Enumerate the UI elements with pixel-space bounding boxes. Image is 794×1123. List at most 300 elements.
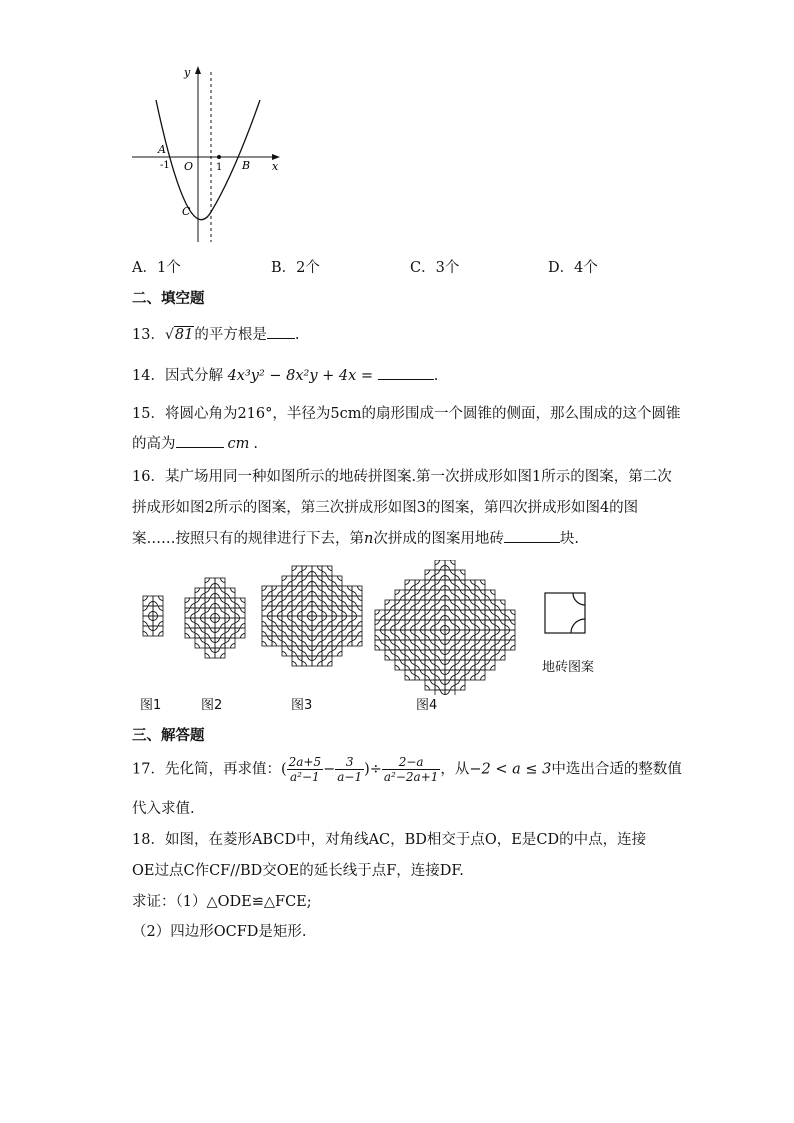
choice-d: D．4个 [548, 260, 598, 276]
tile [262, 606, 272, 616]
tile [375, 640, 385, 650]
tile [332, 606, 342, 616]
question-16-line-3 [132, 527, 579, 548]
tile [435, 650, 445, 660]
tile [342, 606, 352, 616]
tile [445, 580, 455, 590]
tile [312, 656, 322, 666]
q17-f2-numerator: 3 [335, 755, 364, 770]
q15-end: . [253, 436, 258, 452]
tile [445, 680, 455, 690]
tile [235, 628, 245, 638]
tile [405, 620, 415, 630]
q14-number: 14．因式分解 [132, 368, 223, 384]
tile [425, 570, 435, 580]
question-18-line-4: （2）四边形OCFD是矩形. [132, 924, 307, 940]
tile [435, 570, 445, 580]
tile [312, 636, 322, 646]
tile [302, 626, 312, 636]
tile-pattern-label: 地砖图案 [542, 660, 595, 675]
question-18-line-1: 18．如图，在菱形ABCD中，对角线AC，BD相交于点O，E是CD的中点，连接 [132, 832, 647, 848]
tile [322, 576, 332, 586]
tile [465, 660, 475, 670]
tile [395, 650, 405, 660]
tile [395, 590, 405, 600]
tile [375, 620, 385, 630]
tile [425, 580, 435, 590]
tile [435, 610, 445, 620]
tile [455, 600, 465, 610]
sqrt-symbol: √ [164, 327, 174, 343]
tile [195, 628, 205, 638]
tile [235, 608, 245, 618]
tile [505, 640, 515, 650]
tile [475, 660, 485, 670]
tile [235, 618, 245, 628]
tile [302, 566, 312, 576]
tile [495, 620, 505, 630]
tile [405, 610, 415, 620]
tile [302, 596, 312, 606]
tile [143, 596, 153, 606]
tile [322, 586, 332, 596]
tile [322, 626, 332, 636]
tile [405, 580, 415, 590]
tile [215, 638, 225, 648]
q14-end: . [433, 368, 439, 384]
tile [262, 596, 272, 606]
tile [282, 636, 292, 646]
tile [485, 630, 495, 640]
tile [445, 600, 455, 610]
tile [195, 598, 205, 608]
tile [465, 610, 475, 620]
tile [292, 586, 302, 596]
q15-blank [176, 433, 224, 448]
tile [282, 616, 292, 626]
q16-blank [504, 528, 560, 543]
tile [475, 600, 485, 610]
tile [435, 670, 445, 680]
tile [322, 636, 332, 646]
tile [455, 670, 465, 680]
choice-b: B．2个 [271, 260, 320, 276]
tile [272, 596, 282, 606]
tile [445, 650, 455, 660]
tile [425, 680, 435, 690]
figure-4-caption: 图4 [416, 698, 438, 713]
tile [312, 626, 322, 636]
tile [445, 560, 455, 570]
q16-text-b: 次拼成的图案用地砖 [373, 531, 504, 547]
point-c-label: C [182, 205, 191, 218]
tile [435, 680, 445, 690]
question-15-line-1: 15．将圆心角为216°，半径为5cm的扇形围成一个圆锥的侧面，那么围成的这个圆锥 [132, 406, 681, 422]
tile [312, 596, 322, 606]
tile [385, 600, 395, 610]
tile [312, 586, 322, 596]
tile [332, 586, 342, 596]
q14-expression: 4x³y² − 8x²y + 4x = [227, 368, 374, 384]
tile [195, 588, 205, 598]
tile [415, 600, 425, 610]
q17-f2-denominator: a−1 [337, 770, 363, 784]
tile [302, 576, 312, 586]
tile [425, 640, 435, 650]
tile [425, 620, 435, 630]
tile [485, 650, 495, 660]
tile [415, 650, 425, 660]
tile [465, 640, 475, 650]
tile [395, 610, 405, 620]
tile [435, 630, 445, 640]
tile [292, 646, 302, 656]
tile [195, 638, 205, 648]
tile [352, 616, 362, 626]
tile [385, 640, 395, 650]
tile [292, 656, 302, 666]
tile [322, 596, 332, 606]
tile [225, 598, 235, 608]
tile [405, 650, 415, 660]
tile [292, 596, 302, 606]
tile [445, 660, 455, 670]
q13-end: . [294, 327, 300, 343]
tile [235, 598, 245, 608]
tile [435, 660, 445, 670]
tile [495, 610, 505, 620]
tile [215, 608, 225, 618]
tile [415, 620, 425, 630]
tile [225, 608, 235, 618]
tile [445, 610, 455, 620]
tile [425, 670, 435, 680]
figure-1-caption: 图1 [140, 698, 162, 713]
tile [485, 640, 495, 650]
tile [262, 616, 272, 626]
tile [205, 578, 215, 588]
tile [312, 606, 322, 616]
tile [405, 630, 415, 640]
tile [342, 626, 352, 636]
tile [425, 630, 435, 640]
tile [475, 670, 485, 680]
tile [475, 630, 485, 640]
tile [322, 606, 332, 616]
tile [495, 600, 505, 610]
tile [322, 656, 332, 666]
tile [292, 566, 302, 576]
tile [225, 588, 235, 598]
tile [405, 640, 415, 650]
tile [342, 636, 352, 646]
tile [405, 670, 415, 680]
tile [495, 640, 505, 650]
tile [425, 600, 435, 610]
tile [485, 600, 495, 610]
figure-1-pattern [143, 596, 163, 636]
q17-f1-numerator: 2a+5 [288, 755, 322, 769]
tile [332, 626, 342, 636]
tile [282, 586, 292, 596]
tile [342, 616, 352, 626]
question-18-line-2: OE过点C作CF//BD交OE的延长线于点F，连接DF. [132, 863, 464, 879]
tile [262, 636, 272, 646]
tile [455, 580, 465, 590]
tile [415, 580, 425, 590]
tile [475, 580, 485, 590]
tile [352, 586, 362, 596]
tile [425, 660, 435, 670]
tile [415, 610, 425, 620]
tile [292, 636, 302, 646]
one-label: 1 [216, 162, 223, 173]
tile [455, 640, 465, 650]
tile [425, 590, 435, 600]
tile [475, 640, 485, 650]
tile [465, 670, 475, 680]
tile [395, 600, 405, 610]
tile [342, 596, 352, 606]
tile [375, 610, 385, 620]
q13-blank [267, 324, 295, 339]
section-heading-fill-blank: 二、填空题 [132, 291, 205, 307]
figure-4-pattern [375, 560, 515, 695]
tile [302, 586, 312, 596]
tile [185, 628, 195, 638]
tile [475, 650, 485, 660]
tile [332, 576, 342, 586]
tile [395, 630, 405, 640]
tile [465, 580, 475, 590]
tile [425, 650, 435, 660]
tile [195, 608, 205, 618]
tile [282, 576, 292, 586]
tile [205, 608, 215, 618]
tile [272, 626, 282, 636]
tile [205, 618, 215, 628]
tile [465, 620, 475, 630]
point-a-label: A [158, 143, 166, 156]
question-13 [132, 323, 299, 344]
tile [352, 606, 362, 616]
question-16-line-1: 16．某广场用同一种如图所示的地砖拼图案.第一次拼成形如图1所示的图案，第二次 [132, 469, 672, 485]
tile [185, 608, 195, 618]
q14-blank [378, 365, 434, 380]
tile [272, 586, 282, 596]
tile [215, 598, 225, 608]
question-17-line-1 [132, 755, 682, 784]
tile [395, 640, 405, 650]
tile [465, 600, 475, 610]
tile [215, 628, 225, 638]
tile [262, 586, 272, 596]
tile [302, 606, 312, 616]
tile [465, 650, 475, 660]
tile [415, 640, 425, 650]
tile [262, 626, 272, 636]
tile [435, 600, 445, 610]
tile-pattern-figures [130, 560, 610, 695]
choice-c: C．3个 [410, 260, 460, 276]
tile [225, 628, 235, 638]
tile [375, 630, 385, 640]
figure-2-pattern [185, 578, 245, 658]
q17-fraction-3 [382, 755, 441, 784]
q17-fraction-1 [287, 755, 323, 784]
tile [475, 610, 485, 620]
q16-text-a: 案……按照只有的规律进行下去，第 [132, 531, 364, 547]
q16-end: 块. [559, 531, 579, 547]
tile [445, 690, 455, 695]
tile [302, 636, 312, 646]
tile [445, 570, 455, 580]
tile [415, 630, 425, 640]
tile [435, 580, 445, 590]
q17-condition-b: 中选出合适的整数值 [551, 761, 682, 778]
tile [435, 640, 445, 650]
tile [385, 620, 395, 630]
tile [505, 630, 515, 640]
q17-condition-a: ，从 [440, 761, 470, 778]
tile [405, 590, 415, 600]
q17-condition-expr: −2 < a ≤ 3 [469, 761, 552, 778]
tile [395, 620, 405, 630]
section-heading-solutions: 三、解答题 [132, 728, 205, 744]
tile [153, 596, 163, 606]
tile [312, 646, 322, 656]
q13-radicand: 81 [174, 327, 194, 343]
tile [445, 620, 455, 630]
tile [495, 650, 505, 660]
tile [282, 646, 292, 656]
question-14 [132, 364, 438, 385]
q16-variable-n: n [364, 531, 374, 547]
tile [485, 620, 495, 630]
tile [445, 590, 455, 600]
tile [292, 616, 302, 626]
parabola-graph [128, 62, 288, 247]
tile [352, 596, 362, 606]
tile [292, 626, 302, 636]
question-17-line-2: 代入求值. [132, 801, 195, 817]
tile [312, 576, 322, 586]
tile [215, 588, 225, 598]
tile [322, 646, 332, 656]
neg-one-label: -1 [160, 160, 170, 171]
figure-3-pattern [262, 566, 362, 666]
tile [385, 630, 395, 640]
point-b-label: B [242, 159, 251, 172]
tile [352, 626, 362, 636]
q17-fraction-2 [335, 755, 364, 784]
tile [153, 616, 163, 626]
tile [332, 596, 342, 606]
tile [143, 616, 153, 626]
origin-label: O [184, 160, 194, 173]
tile [445, 670, 455, 680]
tile [272, 606, 282, 616]
tile [312, 566, 322, 576]
tile [385, 650, 395, 660]
tile [455, 630, 465, 640]
single-tile-illustration [545, 593, 585, 633]
tile [153, 626, 163, 636]
tile [475, 590, 485, 600]
tile [475, 620, 485, 630]
tile [455, 680, 465, 690]
tile [332, 616, 342, 626]
tile [435, 560, 445, 570]
tile [225, 638, 235, 648]
tile [385, 610, 395, 620]
tile [435, 590, 445, 600]
tile [465, 630, 475, 640]
question-18-line-3: 求证：（1）△ODE≌△FCE; [132, 894, 312, 910]
tile [205, 628, 215, 638]
tile [272, 616, 282, 626]
tile [322, 616, 332, 626]
tile [465, 590, 475, 600]
tile [342, 586, 352, 596]
tile [455, 620, 465, 630]
tile [302, 656, 312, 666]
tile [395, 660, 405, 670]
tile [415, 590, 425, 600]
tile [455, 570, 465, 580]
tile [185, 618, 195, 628]
point-1 [217, 155, 221, 159]
tile [185, 598, 195, 608]
tile [332, 636, 342, 646]
tile [292, 576, 302, 586]
tile [302, 616, 312, 626]
tile [153, 606, 163, 616]
tile [425, 610, 435, 620]
tile [302, 646, 312, 656]
tile [215, 618, 225, 628]
tile [455, 610, 465, 620]
x-axis-label: x [272, 160, 279, 173]
q17-prefix: 17．先化简，再求值：( [132, 761, 287, 778]
figure-2-caption: 图2 [201, 698, 223, 713]
tile [282, 626, 292, 636]
q13-text: 的平方根是 [194, 327, 267, 343]
q15-unit: cm [227, 436, 250, 452]
question-16-line-2: 拼成形如图2所示的图案，第三次拼成形如图3的图案，第四次拼成形如图4的图 [132, 500, 639, 516]
tile [205, 648, 215, 658]
tile [322, 566, 332, 576]
q17-f3-denominator: a²−2a+1 [383, 770, 439, 784]
tile [205, 588, 215, 598]
tile [352, 636, 362, 646]
tile [455, 590, 465, 600]
question-15-line-2 [132, 432, 258, 453]
tile [332, 646, 342, 656]
tile [282, 596, 292, 606]
tile [205, 638, 215, 648]
tile [405, 600, 415, 610]
y-axis-label: y [184, 66, 191, 79]
tile [312, 616, 322, 626]
tile [445, 630, 455, 640]
tile [505, 620, 515, 630]
tile [195, 618, 205, 628]
q17-minus: − [323, 761, 336, 778]
tile [485, 590, 495, 600]
tile [215, 578, 225, 588]
tile [225, 618, 235, 628]
